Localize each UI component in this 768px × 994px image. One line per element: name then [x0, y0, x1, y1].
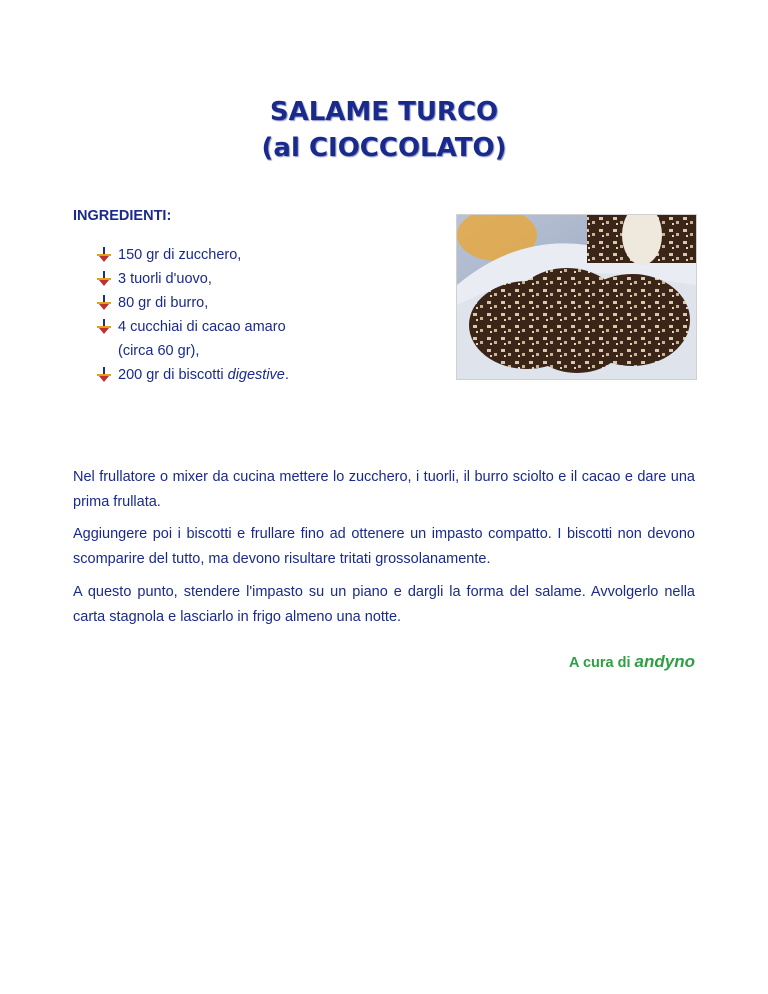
ingredient-item — [96, 267, 396, 291]
ingredient-item — [96, 243, 396, 267]
arrow-down-bullet-icon — [96, 367, 112, 383]
ingredient-text: 150 gr di zucchero, — [118, 247, 242, 263]
arrow-down-bullet-icon — [96, 319, 112, 335]
ingredient-item — [96, 291, 396, 315]
ingredients-heading: INGREDIENTI: — [73, 208, 172, 224]
ingredient-text-italic: digestive — [227, 367, 285, 383]
credit-line — [569, 652, 695, 672]
credit-prefix: A cura di — [569, 655, 635, 671]
title-line-1: SALAME TURCO — [269, 97, 499, 127]
arrow-down-bullet-icon — [96, 247, 112, 263]
ingredient-text: 3 tuorli d'uovo, — [118, 271, 212, 287]
arrow-down-bullet-icon — [96, 271, 112, 287]
credit-author: andyno — [634, 652, 695, 671]
arrow-down-bullet-icon — [96, 295, 112, 311]
ingredients-list — [96, 243, 396, 387]
instruction-paragraph-1: Nel frullatore o mixer da cucina mettere lo zucchero, i tuorli, il burro sciolto e il cacao e dare una prima frullata. — [73, 469, 695, 510]
ingredient-text: 200 gr di biscotti — [118, 367, 228, 383]
ingredient-item — [96, 363, 396, 387]
instruction-paragraph-3: A questo punto, stendere l'impasto su un piano e dargli la forma del salame. Avvolgerlo nella carta stagnola e lasciarlo in frigo almeno una notte. — [73, 584, 695, 625]
title-line-2: (al CIOCCOLATO) — [261, 133, 507, 163]
ingredient-text: 4 cucchiai di cacao amaro — [118, 319, 286, 335]
ingredient-text: 80 gr di burro, — [118, 295, 209, 311]
instruction-paragraph-2: Aggiungere poi i biscotti e frullare fino ad ottenere un impasto compatto. I biscotti non devono scomparire del tutto, ma devono risultare tritati grossolanamente. — [73, 526, 695, 567]
salame-photo-illustration — [457, 215, 696, 379]
ingredient-item — [96, 315, 396, 339]
ingredient-item-continuation — [96, 339, 396, 363]
page-title — [0, 94, 768, 166]
salame-photo — [456, 214, 697, 380]
ingredient-text-end: . — [284, 367, 289, 383]
ingredient-text: (circa 60 gr), — [118, 343, 200, 359]
